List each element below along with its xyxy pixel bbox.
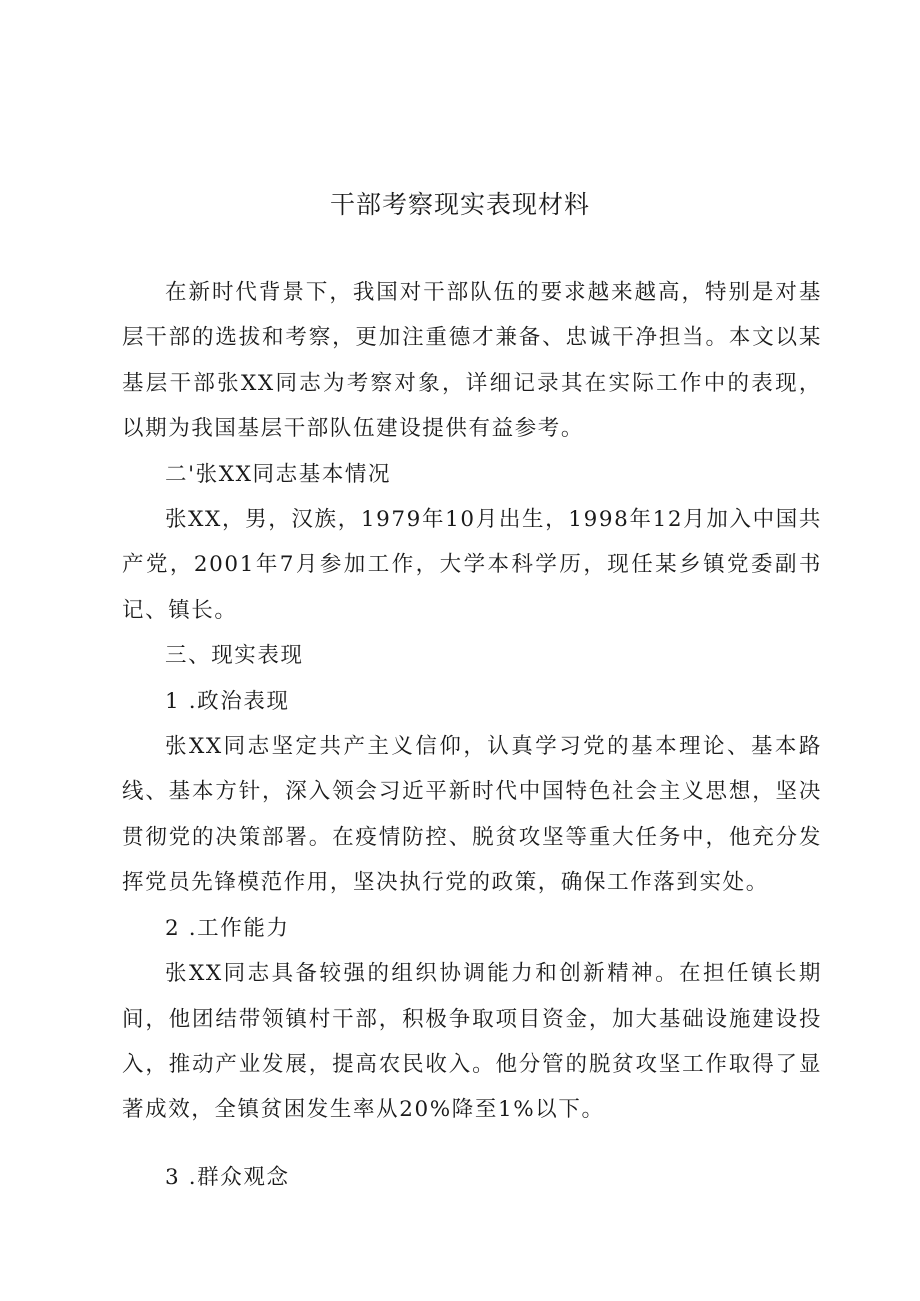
work-ability-paragraph: 张XX同志具备较强的组织协调能力和创新精神。在担任镇长期间，他团结带领镇村干部，积极争取项目资金，加大基础设施建设投入，推动产业发展，提高农民收入。他分管的脱贫攻坚工作取得了显著成效，全镇贫困发生率从20%降至1%以下。 [122,961,822,1123]
intro-paragraph: 在新时代背景下，我国对干部队伍的要求越来越高，特别是对基层干部的选拔和考察，更加注重德才兼备、忠诚干净担当。本文以某基层干部张XX同志为考察对象，详细记录其在实际工作中的表现，以期为我国基层干部队伍建设提供有益参考。 [122,280,822,442]
political-paragraph: 张XX同志坚定共产主义信仰，认真学习党的基本理论、基本路线、基本方针，深入领会习近平新时代中国特色社会主义思想，坚决贯彻党的决策部署。在疫情防控、脱贫攻坚等重大任务中，他充分发挥党员先锋模范作用，坚决执行党的政策，确保工作落到实处。 [122,734,822,896]
subsection-heading-political: 1 .政治表现 [165,688,290,714]
document-title: 干部考察现实表现材料 [329,190,590,219]
subsection-heading-mass-concept: 3 .群众观念 [165,1164,290,1190]
section-heading-performance: 三、现实表现 [165,643,304,669]
section-heading-basic-info: 二'张XX同志基本情况 [165,461,392,487]
basic-info-paragraph: 张XX，男，汉族，1979年10月出生，1998年12月加入中国共产党，2001年7月参加工作，大学本科学历，现任某乡镇党委副书记、镇长。 [122,507,822,623]
document-body [122,270,822,1200]
subsection-heading-work-ability: 2 .工作能力 [165,915,290,941]
